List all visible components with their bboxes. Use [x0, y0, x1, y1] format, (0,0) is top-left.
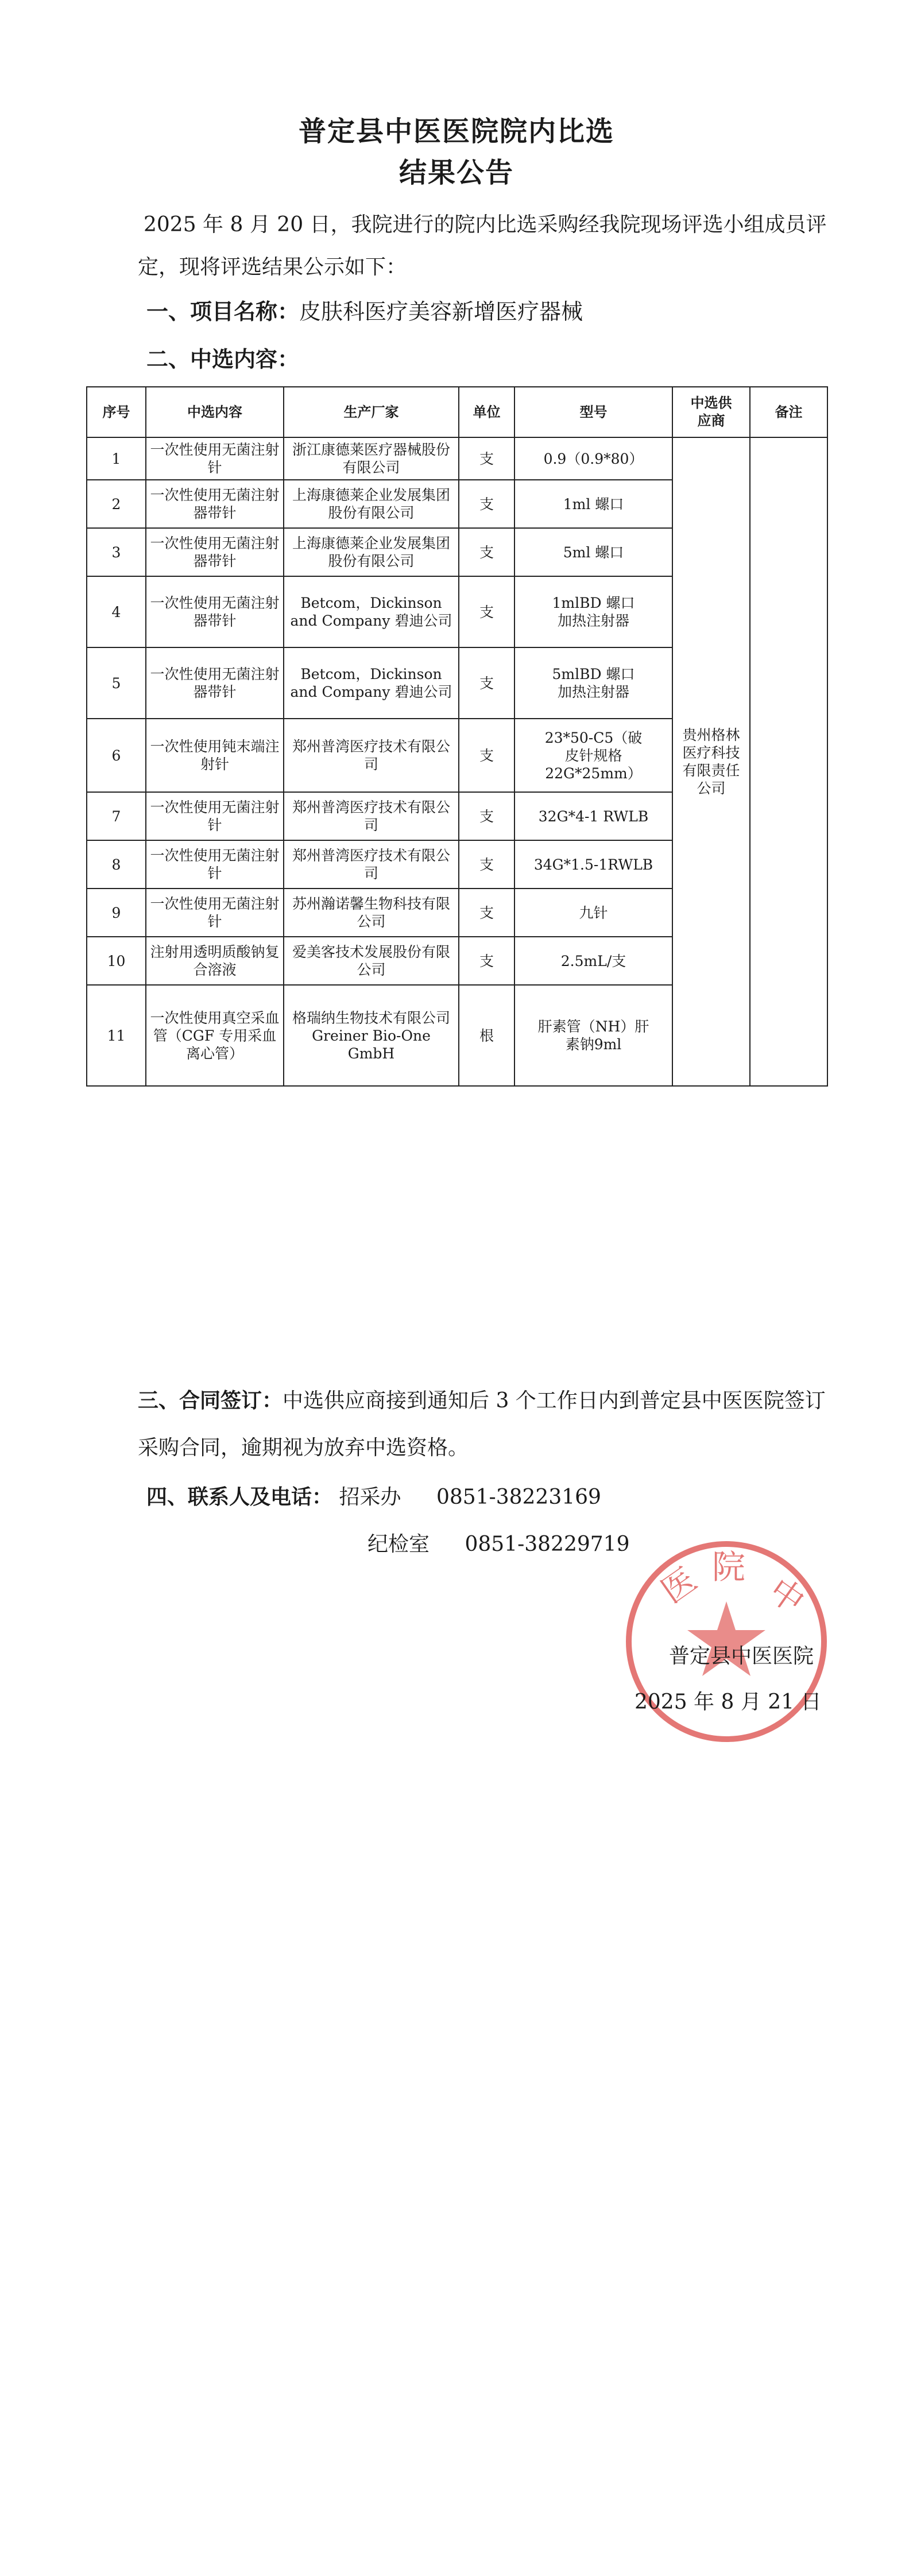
cell-maker: 浙江康德莱医疗器械股份有限公司	[284, 437, 459, 480]
cell-unit: 支	[459, 647, 514, 719]
cell-content: 一次性使用无菌注射器带针	[146, 480, 284, 528]
table-header-row	[87, 387, 827, 437]
cell-unit: 支	[459, 889, 514, 937]
header-content: 中选内容	[146, 387, 284, 437]
cell-model: 0.9（0.9*80）	[514, 437, 672, 480]
svg-text:中: 中	[761, 1570, 812, 1621]
cell-maker: 爱美客技术发展股份有限公司	[284, 937, 459, 985]
cell-model: 34G*1.5-1RWLB	[514, 840, 672, 889]
cell-content: 一次性使用钝末端注射针	[146, 719, 284, 792]
cell-supplier: 贵州格林医疗科技有限责任公司	[672, 437, 750, 1086]
cell-no: 8	[87, 840, 146, 889]
intro-paragraph	[138, 204, 827, 289]
cell-unit: 支	[459, 576, 514, 647]
cell-model: 1mlBD 螺口加热注射器	[514, 576, 672, 647]
contact2-phone: 0851-38229719	[465, 1533, 630, 1556]
cell-content: 一次性使用真空采血管（CGF 专用采血离心管）	[146, 985, 284, 1086]
item4-label: 四、联系人及电话：	[146, 1485, 333, 1509]
cell-model: 九针	[514, 889, 672, 937]
header-maker: 生产厂家	[284, 387, 459, 437]
cell-model: 肝素管（NH）肝素钠9ml	[514, 985, 672, 1086]
cell-maker: 上海康德莱企业发展集团股份有限公司	[284, 480, 459, 528]
header-supplier: 中选供应商	[672, 387, 750, 437]
cell-no: 7	[87, 792, 146, 840]
item3-paragraph	[138, 1378, 833, 1472]
cell-no: 5	[87, 647, 146, 719]
contact2-name: 纪检室	[367, 1533, 430, 1556]
item4-line	[146, 1481, 601, 1510]
cell-content: 注射用透明质酸钠复合溶液	[146, 937, 284, 985]
cell-unit: 支	[459, 528, 514, 576]
cell-content: 一次性使用无菌注射针	[146, 792, 284, 840]
cell-no: 6	[87, 719, 146, 792]
item1-value: 皮肤科医疗美容新增医疗器械	[299, 299, 583, 324]
cell-maker: 格瑞纳生物技术有限公司 Greiner Bio-One GmbH	[284, 985, 459, 1086]
cell-no: 1	[87, 437, 146, 480]
cell-no: 4	[87, 576, 146, 647]
cell-remark	[750, 437, 827, 1086]
item2-heading	[146, 342, 299, 373]
sign-date: 2025 年 8 月 21 日	[635, 1690, 822, 1714]
cell-no: 3	[87, 528, 146, 576]
item2-label: 二、中选内容：	[146, 347, 300, 372]
contact2-line	[367, 1528, 629, 1557]
title-line-1: 普定县中医医院院内比选	[298, 115, 614, 148]
cell-maker: 苏州瀚诺馨生物科技有限公司	[284, 889, 459, 937]
cell-unit: 支	[459, 437, 514, 480]
cell-maker: 郑州普湾医疗技术有限公司	[284, 719, 459, 792]
header-no: 序号	[87, 387, 146, 437]
item1-label: 一、项目名称：	[146, 299, 300, 324]
svg-text:院: 院	[712, 1547, 746, 1586]
cell-unit: 根	[459, 985, 514, 1086]
contact1-name: 招采办	[339, 1485, 401, 1509]
header-unit: 单位	[459, 387, 514, 437]
cell-content: 一次性使用无菌注射器带针	[146, 528, 284, 576]
cell-maker: 上海康德莱企业发展集团股份有限公司	[284, 528, 459, 576]
result-table	[86, 386, 828, 1087]
cell-content: 一次性使用无菌注射器带针	[146, 647, 284, 719]
intro-text: 2025 年 8 月 20 日，我院进行的院内比选采购经我院现场评选小组成员评定，现将评选结果公示如下：	[138, 213, 827, 279]
header-model: 型号	[514, 387, 672, 437]
cell-maker: 郑州普湾医疗技术有限公司	[284, 840, 459, 889]
cell-unit: 支	[459, 937, 514, 985]
item3-text: 中选供应商接到通知后 3 个工作日内到普定县中医医院签订采购合同，逾期视为放弃中选资格。	[138, 1389, 826, 1460]
table-row	[87, 437, 827, 480]
cell-unit: 支	[459, 792, 514, 840]
cell-maker: Betcom，Dickinson and Company 碧迪公司	[284, 576, 459, 647]
cell-content: 一次性使用无菌注射器带针	[146, 576, 284, 647]
title-line-2: 结果公告	[399, 157, 514, 189]
cell-no: 11	[87, 985, 146, 1086]
cell-model: 32G*4-1 RWLB	[514, 792, 672, 840]
cell-model: 1ml 螺口	[514, 480, 672, 528]
item3-label: 三、合同签订：	[138, 1389, 283, 1413]
cell-maker: Betcom，Dickinson and Company 碧迪公司	[284, 647, 459, 719]
item1-heading	[146, 294, 583, 325]
cell-model: 5ml 螺口	[514, 528, 672, 576]
cell-unit: 支	[459, 840, 514, 889]
sign-org: 普定县中医医院	[669, 1644, 814, 1668]
cell-unit: 支	[459, 480, 514, 528]
cell-content: 一次性使用无菌注射针	[146, 437, 284, 480]
cell-unit: 支	[459, 719, 514, 792]
header-remark: 备注	[750, 387, 827, 437]
cell-no: 9	[87, 889, 146, 937]
cell-model: 23*50-C5（破皮针规格22G*25mm）	[514, 719, 672, 792]
cell-model: 5mlBD 螺口加热注射器	[514, 647, 672, 719]
cell-no: 2	[87, 480, 146, 528]
cell-maker: 郑州普湾医疗技术有限公司	[284, 792, 459, 840]
svg-text:医: 医	[654, 1559, 704, 1611]
contact1-phone: 0851-38223169	[436, 1485, 601, 1509]
cell-no: 10	[87, 937, 146, 985]
cell-content: 一次性使用无菌注射针	[146, 889, 284, 937]
cell-content: 一次性使用无菌注射针	[146, 840, 284, 889]
cell-model: 2.5mL/支	[514, 937, 672, 985]
